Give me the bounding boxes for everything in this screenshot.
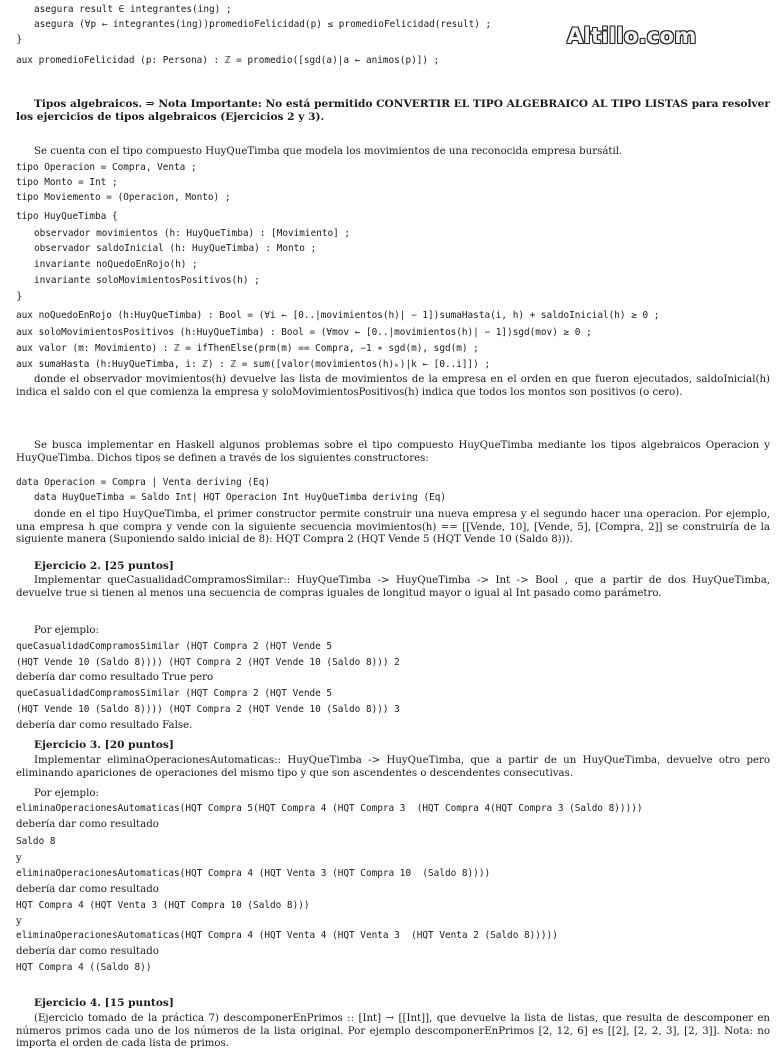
example-code-line: HQT Compra 4 ((Saldo 8)) [16, 962, 152, 973]
description-paragraph: donde el observador movimientos(h) devuelve las lista de movimientos de la empresa en el orden en que fueron ejecutados, saldoInicial(h) indica el saldo con el que comienza la empresa y soloMovimientosPositivos(h) indica que todos los montos son positivos (o cero). [16, 374, 770, 398]
type-line: tipo Moviemento = (Operacion, Monto) ; [16, 192, 231, 203]
example-text-line: debería dar como resultado [16, 946, 159, 957]
watermark-logo: Altillo.com [567, 24, 697, 48]
example-text-line: debería dar como resultado [16, 819, 159, 830]
spec-line: } [16, 34, 23, 45]
type-line: observador movimientos (h: HuyQueTimba) : [Movimiento] ; [34, 228, 351, 239]
example-code-line: queCasualidadCompramosSimilar (HQT Compra 2 (HQT Vende 5 [16, 688, 333, 699]
example-code-line: HQT Compra 4 (HQT Venta 3 (HQT Compra 10 (Saldo 8))) [16, 900, 310, 911]
constructor-paragraph: donde en el tipo HuyQueTimba, el primer constructor permite construir una nueva empresa y el segundo hacer una operacion. Por ejemplo, una empresa h que compra y vende con la siguiente secuencia movimientos(h) == [[Vende, 10], [Vende, 5], [Compra, 2]] se construiría de la siguiente manera (Suponiendo saldo inicial de 8): HQT Compra 2 (HQT Vende 5 (HQT Vende 10 (Saldo 8))). [16, 509, 770, 546]
aux-line: aux soloMovimientosPositivos (h:HuyQueTimba) : Bool = (∀mov ← [0..|movimientos(h)| − 1])sgd(mov) ≥ 0 ; [16, 327, 592, 338]
type-line: invariante soloMovimientosPositivos(h) ; [34, 275, 260, 286]
spec-line: asegura (∀p ← integrantes(ing))promedioFelicidad(p) ≤ promedioFelicidad(result) ; [34, 19, 492, 30]
type-line: tipo HuyQueTimba { [16, 211, 118, 222]
example-label: Por ejemplo: [34, 625, 99, 636]
exercise-3-body: Implementar eliminaOperacionesAutomaticas:: HuyQueTimba -> HuyQueTimba, que a partir de un HuyQueTimba, devuelve otro pero eliminando apariciones de operaciones del mismo tipo y que son ascendentes o descendentes consecutivas. [16, 755, 770, 779]
aux-line: aux promedioFelicidad (p: Persona) : ℤ = promedio([sgd(a)|a ← animos(p)]) ; [16, 55, 440, 66]
exercise-2-body: Implementar queCasualidadCompramosSimilar:: HuyQueTimba -> HuyQueTimba -> Int -> Bool , que a partir de dos HuyQueTimba, devuelve true si tienen al menos una secuencia de compras iguales de longitud mayor o igual al Int pasado como parámetro. [16, 575, 770, 599]
type-line: observador saldoInicial (h: HuyQueTimba) : Monto ; [34, 243, 317, 254]
haskell-code-line: data HuyQueTimba = Saldo Int| HQT Operacion Int HuyQueTimba deriving (Eq) [34, 492, 447, 503]
example-code-line: eliminaOperacionesAutomaticas(HQT Compra 4 (HQT Venta 4 (HQT Venta 3 (HQT Venta 2 (Saldo 8))))) [16, 930, 558, 941]
aux-line: aux noQuedoEnRojo (h:HuyQueTimba) : Bool = (∀i ← [0..|movimientos(h)| − 1])sumaHasta(i, h) + saldoInicial(h) ≥ 0 ; [16, 310, 660, 321]
intro-paragraph: Se cuenta con el tipo compuesto HuyQueTimba que modela los movimientos de una reconocida empresa bursátil. [34, 146, 623, 157]
example-code-line: eliminaOperacionesAutomaticas(HQT Compra 4 (HQT Venta 3 (HQT Compra 10 (Saldo 8)))) [16, 868, 491, 879]
type-line: invariante noQuedoEnRojo(h) ; [34, 259, 198, 270]
type-line: tipo Monto = Int ; [16, 177, 118, 188]
example-text-line: y [16, 853, 22, 864]
example-text-line: y [16, 916, 22, 927]
example-label: Por ejemplo: [34, 788, 99, 799]
type-line: } [16, 291, 23, 302]
exercise-4-body: (Ejercicio tomado de la práctica 7) descomponerEnPrimos :: [Int] → [[Int]], que devuelve la lista de listas, que resulta de descomponer en números primos cada uno de los números de la lista original. Por ejemplo descomponerEnPrimos [2, 12, 6] es [[2], [2, 2, 3], [2, 3]]. Nota: no importa el orden de cada lista de primos. [16, 1013, 770, 1050]
aux-line: aux valor (m: Movimiento) : ℤ = ifThenElse(prm(m) == Compra, −1 ∗ sgd(m), sgd(m) ; [16, 343, 479, 354]
spec-line: asegura result ∈ integrantes(ing) ; [34, 4, 232, 15]
aux-line: aux sumaHasta (h:HuyQueTimba, i: ℤ) : ℤ = sum([valor(movimientos(h)ₖ)|k ← [0..i]]) ; [16, 359, 491, 370]
exercise-4-title: Ejercicio 4. [15 puntos] [34, 997, 174, 1009]
example-text-line: debería dar como resultado [16, 884, 159, 895]
example-code-line: Saldo 8 [16, 836, 56, 847]
example-code-line: (HQT Vende 10 (Saldo 8)))) (HQT Compra 2 (HQT Vende 10 (Saldo 8))) 2 [16, 657, 400, 668]
example-code-line: queCasualidadCompramosSimilar (HQT Compra 2 (HQT Vende 5 [16, 641, 333, 652]
example-code-line: eliminaOperacionesAutomaticas(HQT Compra 5(HQT Compra 4 (HQT Compra 3 (HQT Compra 4(HQT Compra 3 (Saldo 8))))) [16, 803, 643, 814]
section-heading-tipos: Tipos algebraicos. ⇒ Nota Importante: No está permitido CONVERTIR EL TIPO ALGEBRAICO AL TIPO LISTAS para resolver los ejercicios de tipos algebraicos (Ejercicios 2 y 3). [16, 98, 770, 123]
haskell-code-line: data Operacion = Compra | Venta deriving (Eq) [16, 477, 270, 488]
example-text-line: debería dar como resultado True pero [16, 672, 214, 683]
example-text-line: debería dar como resultado False. [16, 720, 193, 731]
example-code-line: (HQT Vende 10 (Saldo 8)))) (HQT Compra 2 (HQT Vende 10 (Saldo 8))) 3 [16, 704, 400, 715]
haskell-paragraph: Se busca implementar en Haskell algunos problemas sobre el tipo compuesto HuyQueTimba mediante los tipos algebraicos Operacion y HuyQueTimba. Dichos tipos se definen a través de los siguientes constructores: [16, 440, 770, 464]
exercise-2-title: Ejercicio 2. [25 puntos] [34, 560, 174, 572]
type-line: tipo Operacion = Compra, Venta ; [16, 162, 197, 173]
exercise-3-title: Ejercicio 3. [20 puntos] [34, 739, 174, 751]
